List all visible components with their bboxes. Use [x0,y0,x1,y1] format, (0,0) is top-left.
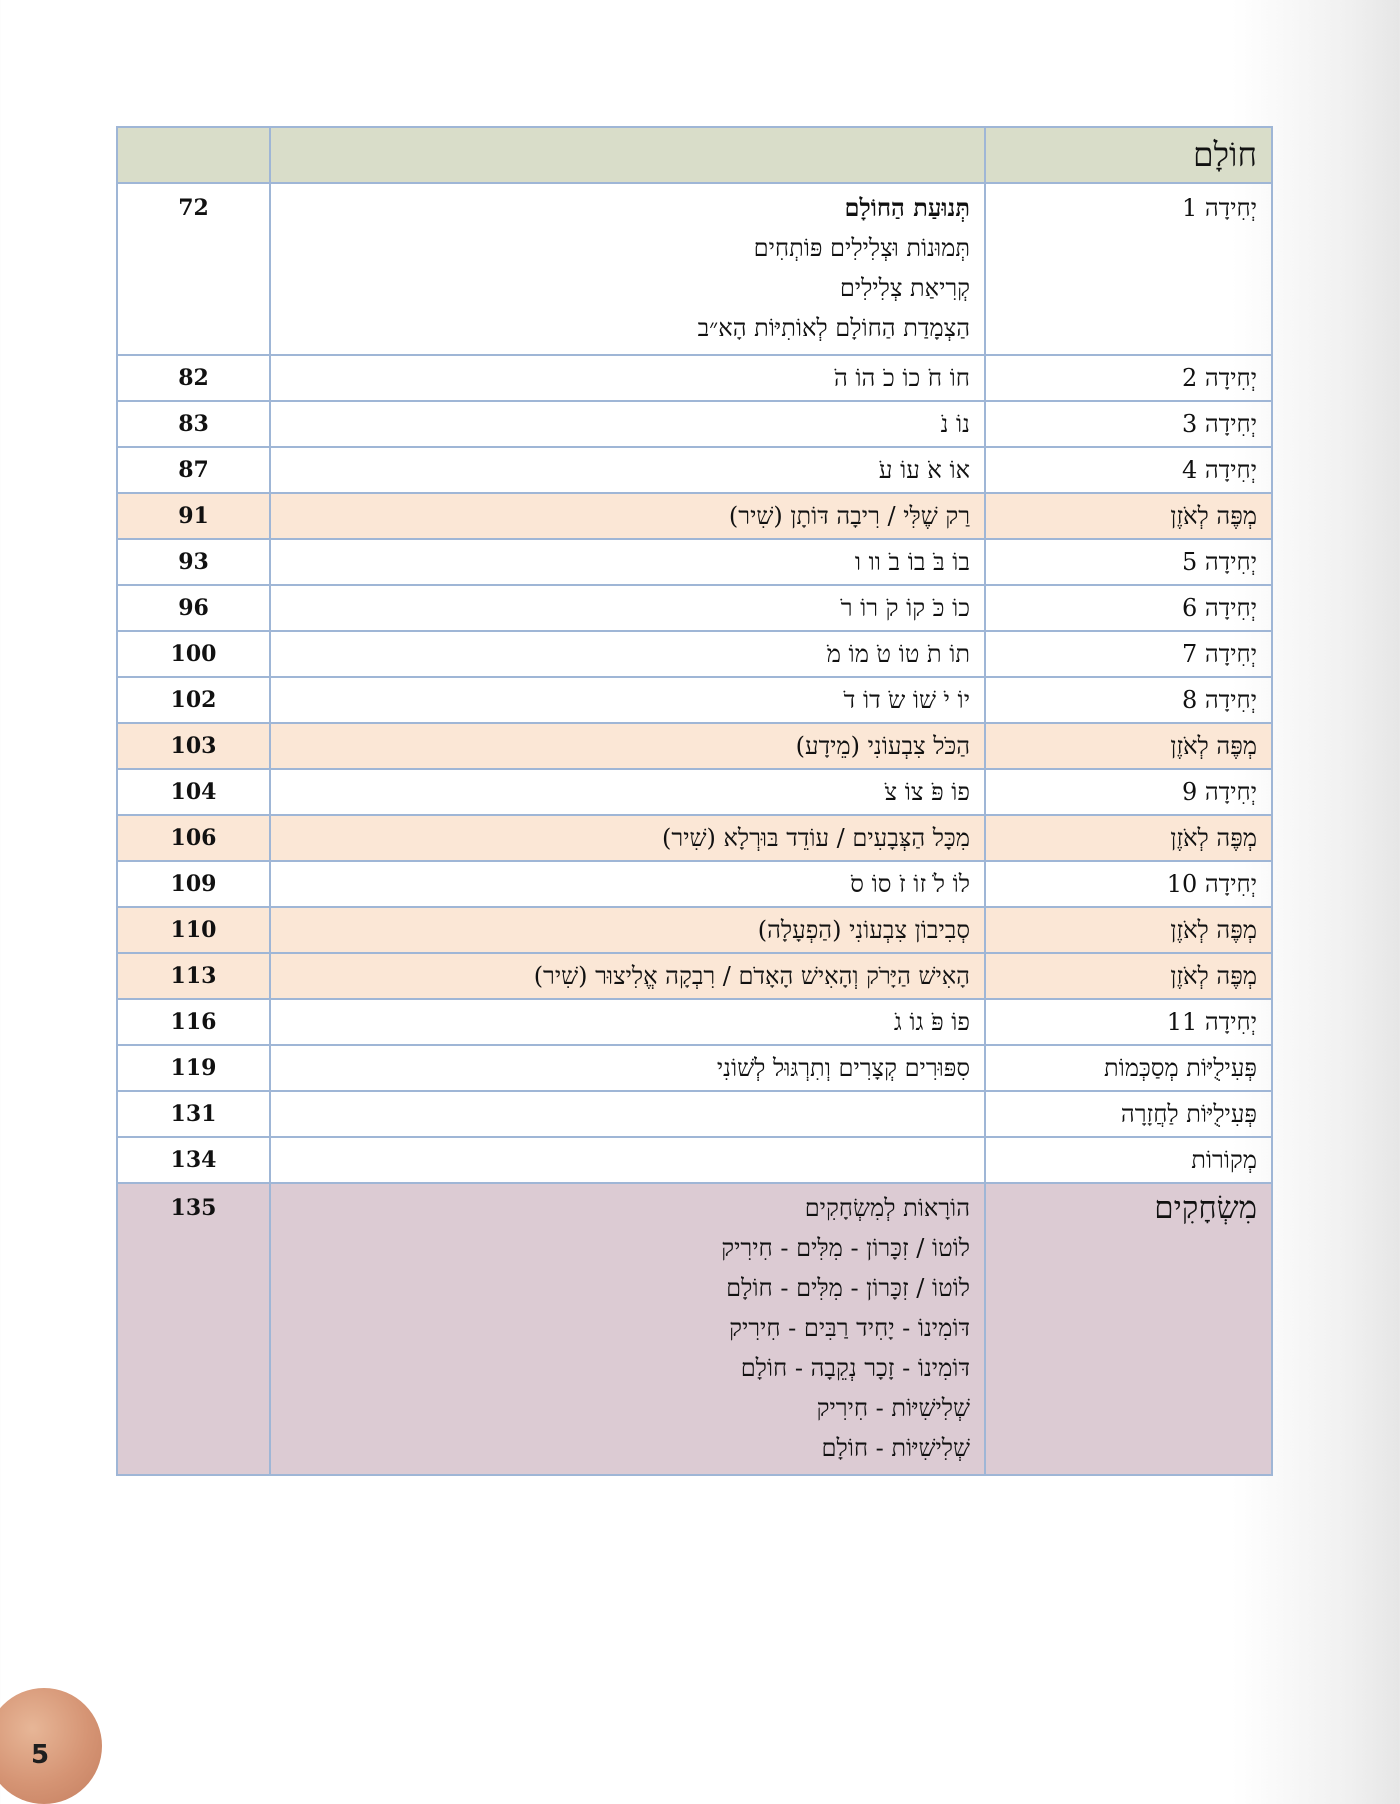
row-label: פְּעִילֻיּוֹת לַחֲזָרָה [985,1091,1272,1137]
row-title [270,769,985,815]
row-title-line: שְׁלִישִׁיּוֹת - חִירִיק [816,1394,970,1422]
row-title [270,999,985,1045]
toc-row-games [117,1183,1272,1475]
row-page-number: 119 [117,1045,270,1091]
row-page-number: 106 [117,815,270,861]
row-title [270,723,985,769]
row-page-number: 131 [117,1091,270,1137]
row-label: יְחִידָה 5 [985,539,1272,585]
toc-row-map-to-ear [117,907,1272,953]
row-title [270,401,985,447]
row-title-line: כוֹ כֹּ קוֹ קֹ רוֹ רֹ [840,594,970,622]
row-page-number: 113 [117,953,270,999]
toc-row [117,1091,1272,1137]
row-label: מְפֶּה לְאֹזֶן [985,907,1272,953]
row-page-number: 135 [117,1183,270,1475]
row-page-number: 72 [117,183,270,355]
row-page-number: 116 [117,999,270,1045]
toc-row-map-to-ear [117,815,1272,861]
row-title [270,539,985,585]
toc-row [117,401,1272,447]
row-title-line: שְׁלִישִׁיּוֹת - חוֹלָם [821,1434,970,1462]
row-title-line: יוֹ יֹ שׁוֹ שֹ דוֹ דֹ [843,686,970,714]
row-title-line: בוֹ בֹּ בוֹ בֹ וו ו [854,548,970,576]
row-label: מְקוֹרוֹת [985,1137,1272,1183]
page-number: 5 [30,1740,50,1770]
toc-row [117,677,1272,723]
row-title-line: פוֹ פֹּ צוֹ צֹ [884,778,970,806]
row-title [270,183,985,355]
row-page-number: 103 [117,723,270,769]
row-title-line: רַק שֶׁלִּי / רִיבָה דּוֹתָן (שִׁיר) [728,502,970,530]
row-title [270,447,985,493]
row-page-number: 96 [117,585,270,631]
row-title-line: לוֹטוֹ / זִכָּרוֹן - מִלִּים - חוֹלָם [726,1274,970,1302]
toc-row [117,769,1272,815]
toc-header-row [117,127,1272,183]
toc-row [117,999,1272,1045]
row-label: מְפֶּה לְאֹזֶן [985,815,1272,861]
row-title-line: הוֹרָאוֹת לְמִשְׂחָקִים [804,1194,970,1222]
row-label: יְחִידָה 11 [985,999,1272,1045]
row-label: יְחִידָה 8 [985,677,1272,723]
row-title-line: סִפּוּרִים קְצָרִים וְתִרְגּוּל לְשׁוֹנִי [716,1054,970,1082]
row-label: יְחִידָה 10 [985,861,1272,907]
row-page-number: 91 [117,493,270,539]
row-page-number: 134 [117,1137,270,1183]
row-title-line: הַצְמָדַת הַחוֹלָם לְאוֹתִיּוֹת הָא״ב [697,314,970,342]
row-title [270,493,985,539]
toc-row [117,631,1272,677]
row-page-number: 102 [117,677,270,723]
toc-row [117,539,1272,585]
toc-body [117,127,1272,1475]
header-page-cell [117,127,270,183]
row-title-line: תְּנוּעַת הַחוֹלָם [844,193,970,222]
page-number-badge [0,1688,102,1804]
toc-row-map-to-ear [117,723,1272,769]
toc-row [117,1045,1272,1091]
row-label: יְחִידָה 4 [985,447,1272,493]
row-title [270,1045,985,1091]
row-label: יְחִידָה 3 [985,401,1272,447]
row-title [270,815,985,861]
row-label: מְפֶּה לְאֹזֶן [985,953,1272,999]
row-page-number: 83 [117,401,270,447]
row-page-number: 100 [117,631,270,677]
section-title: חוֹלָם [985,127,1272,183]
header-title-cell [270,127,985,183]
toc-row [117,585,1272,631]
row-title-line: דּוֹמִינוֹ - זָכָר נְקֵבָה - חוֹלָם [740,1354,970,1382]
row-title [270,677,985,723]
row-label: יְחִידָה 6 [985,585,1272,631]
row-label: יְחִידָה 2 [985,355,1272,401]
row-label: יְחִידָה 1 [985,183,1272,355]
row-title-line: תוֹ תֹ טוֹ טֹ מוֹ מֹ [826,640,970,668]
toc-row [117,447,1272,493]
row-title-line: לוֹטוֹ / זִכָּרוֹן - מִלִּים - חִירִיק [721,1234,970,1262]
row-page-number: 87 [117,447,270,493]
row-page-number: 82 [117,355,270,401]
row-title-line: קְרִיאַת צְלִילִים [839,274,970,302]
row-title-line: חוֹ חֹ כוֹ כֹ הוֹ הֹ [833,364,970,392]
row-page-number: 104 [117,769,270,815]
row-label: מְפֶּה לְאֹזֶן [985,493,1272,539]
row-page-number: 110 [117,907,270,953]
row-label: מִשְׂחָקִים [985,1183,1272,1475]
row-title [270,1183,985,1475]
toc-row [117,861,1272,907]
row-label: פְּעִילֻיּוֹת מְסַכְּמוֹת [985,1045,1272,1091]
row-title-line: הַכֹּל צִבְעוֹנִי (מֵידָע) [795,732,970,760]
row-title [270,1137,985,1183]
row-label: מְפֶּה לְאֹזֶן [985,723,1272,769]
row-title [270,953,985,999]
table-of-contents [116,126,1273,1476]
row-title [270,585,985,631]
row-title [270,355,985,401]
toc-row-map-to-ear [117,493,1272,539]
row-title [270,907,985,953]
row-label: יְחִידָה 9 [985,769,1272,815]
row-title-line: נוֹ נֹ [940,410,970,438]
row-title-line: הָאִישׁ הַיָּרֹק וְהָאִישׁ הָאָדֹם / רִבְקָה אֱלִיצוּר (שִׁיר) [533,962,970,990]
row-page-number: 109 [117,861,270,907]
row-label: יְחִידָה 7 [985,631,1272,677]
row-title [270,861,985,907]
toc-row [117,1137,1272,1183]
row-page-number: 93 [117,539,270,585]
row-title [270,1091,985,1137]
row-title-line: פוֹ פֹּ גוֹ גֹ [893,1008,970,1036]
toc-row [117,183,1272,355]
toc-row [117,355,1272,401]
row-title [270,631,985,677]
row-title-line: לוֹ לֹ זוֹ זֹ סוֹ סֹ [850,870,970,898]
row-title-line: תְּמוּנוֹת וּצְלִילִים פּוֹתְחִים [753,234,970,262]
row-title-line: דּוֹמִינוֹ - יָחִיד רַבִּים - חִירִיק [729,1314,970,1342]
row-title-line: אוֹ אֹ עוֹ עֹ [878,456,970,484]
row-title-line: מִכָּל הַצְּבָעִים / עוֹדֵד בּוּרְלָא (שִׁיר) [662,824,970,852]
toc-row-map-to-ear [117,953,1272,999]
row-title-line: סְבִיבוֹן צִבְעוֹנִי (הַפְעָלָה) [757,916,970,944]
